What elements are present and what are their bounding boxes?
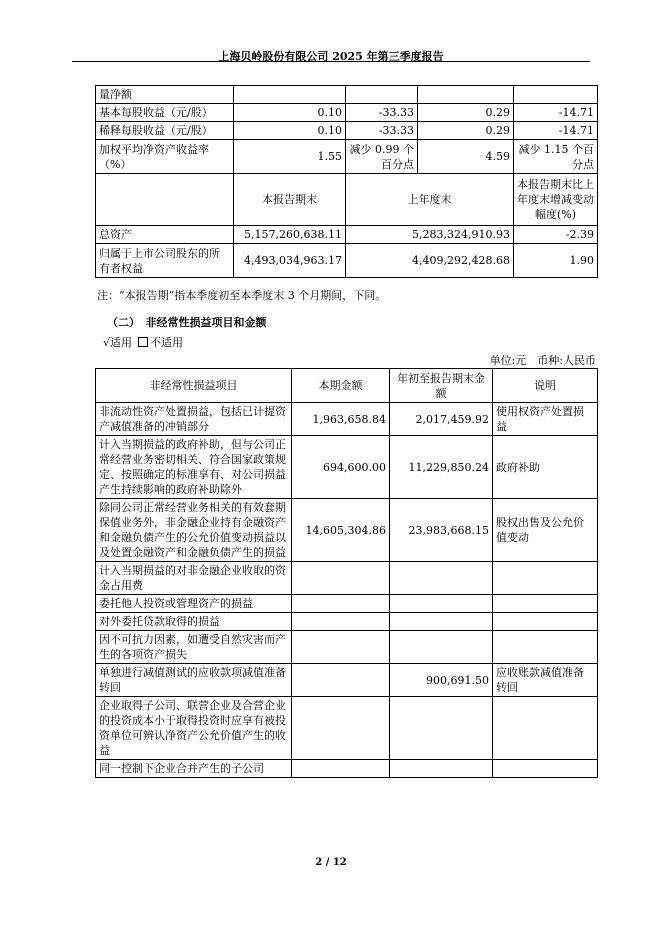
amount-cell — [390, 760, 493, 778]
description-cell — [493, 595, 598, 613]
description-cell: 股权出售及公允价值变动 — [493, 499, 598, 562]
table-cell: -2.39 — [514, 226, 598, 244]
amount-cell — [292, 562, 390, 595]
description-cell — [493, 697, 598, 760]
table-cell — [346, 86, 418, 104]
item-name-cell: 委托他人投资或管理资产的损益 — [96, 595, 292, 613]
checkbox-icon — [138, 337, 148, 347]
table-cell — [514, 86, 598, 104]
table-cell: -14.71 — [514, 104, 598, 122]
table-row — [96, 86, 598, 104]
table-row — [96, 562, 598, 595]
item-name-cell: 因不可抗力因素，如遭受自然灾害而产生的各项资产损失 — [96, 631, 292, 664]
table-row — [96, 244, 598, 278]
table-cell: 减少 1.15 个百分点 — [514, 140, 598, 174]
table-row — [96, 499, 598, 562]
table-cell: 4,493,034,963.17 — [234, 244, 346, 278]
column-header: 说明 — [493, 369, 598, 403]
applicable-option: √适用 — [103, 336, 133, 349]
description-cell — [493, 760, 598, 778]
table-cell — [234, 86, 346, 104]
item-name-cell: 对外委托贷款取得的损益 — [96, 613, 292, 631]
table-cell: 基本每股收益（元/股） — [96, 104, 234, 122]
unit-label: 单位:元 币种:人民币 — [489, 354, 596, 367]
table-row — [96, 760, 598, 778]
amount-cell — [292, 595, 390, 613]
column-header: 本报告期末比上年度末增减变动幅度(%) — [514, 174, 598, 226]
amount-cell: 14,605,304.86 — [292, 499, 390, 562]
column-header: 本期金额 — [292, 369, 390, 403]
amount-cell: 2,017,459.92 — [390, 403, 493, 436]
section-title: （二） 非经常性损益项目和金额 — [107, 316, 267, 329]
header-divider — [72, 61, 590, 62]
key-financial-data-table — [95, 85, 598, 278]
table-header-row — [96, 174, 598, 226]
table-row — [96, 403, 598, 436]
amount-cell: 11,229,850.24 — [390, 436, 493, 499]
table-cell: 量净额 — [96, 86, 234, 104]
table-row — [96, 226, 598, 244]
table-cell: 5,157,260,638.11 — [234, 226, 346, 244]
table-row — [96, 664, 598, 697]
amount-cell — [390, 613, 493, 631]
item-name-cell: 除同公司正常经营业务相关的有效套期保值业务外，非金融企业持有金融资产和金融负债产生的公允价值变动损益以及处置金融资产和金融负债产生的损益 — [96, 499, 292, 562]
table-row — [96, 631, 598, 664]
amount-cell — [292, 760, 390, 778]
amount-cell: 900,691.50 — [390, 664, 493, 697]
table-cell — [418, 86, 514, 104]
item-name-cell: 同一控制下企业合并产生的子公司 — [96, 760, 292, 778]
description-cell: 政府补助 — [493, 436, 598, 499]
column-header: 上年度末 — [346, 174, 514, 226]
table-row — [96, 595, 598, 613]
table-cell: 5,283,324,910.93 — [346, 226, 514, 244]
not-applicable-option: 不适用 — [150, 336, 184, 349]
amount-cell — [292, 664, 390, 697]
table-row — [96, 140, 598, 174]
amount-cell — [390, 562, 493, 595]
page-number: 2 / 12 — [315, 857, 347, 868]
table-cell: 减少 0.99 个百分点 — [346, 140, 418, 174]
amount-cell — [292, 631, 390, 664]
table-cell: -14.71 — [514, 122, 598, 140]
table-cell: 总资产 — [96, 226, 234, 244]
table-cell: 4.59 — [418, 140, 514, 174]
table-cell: 1.90 — [514, 244, 598, 278]
table-cell: 归属于上市公司股东的所有者权益 — [96, 244, 234, 278]
table-header-row — [96, 369, 598, 403]
table-cell: 1.55 — [234, 140, 346, 174]
table-cell: -33.33 — [346, 104, 418, 122]
amount-cell: 694,600.00 — [292, 436, 390, 499]
table-row — [96, 613, 598, 631]
item-name-cell: 非流动性资产处置损益，包括已计提资产减值准备的冲销部分 — [96, 403, 292, 436]
table-cell: 0.29 — [418, 122, 514, 140]
item-name-cell: 计入当期损益的对非金融企业收取的资金占用费 — [96, 562, 292, 595]
amount-cell — [292, 697, 390, 760]
table-cell: 4,409,292,428.68 — [346, 244, 514, 278]
description-cell — [493, 631, 598, 664]
report-header: 上海贝岭股份有限公司 2025 年第三季度报告 — [218, 50, 444, 63]
non-recurring-items-table — [95, 368, 598, 778]
table-row — [96, 104, 598, 122]
table-note: 注：“本报告期”指本季度初至本季度末 3 个月期间，下同。 — [97, 289, 387, 302]
description-cell: 使用权资产处置损益 — [493, 403, 598, 436]
amount-cell — [292, 613, 390, 631]
table-cell: 稀释每股收益（元/股） — [96, 122, 234, 140]
table-cell: -33.33 — [346, 122, 418, 140]
table-cell: 加权平均净资产收益率（%） — [96, 140, 234, 174]
column-header: 年初至报告期末金额 — [390, 369, 493, 403]
amount-cell: 1,963,658.84 — [292, 403, 390, 436]
table-row — [96, 436, 598, 499]
table-row — [96, 122, 598, 140]
amount-cell: 23,983,668.15 — [390, 499, 493, 562]
applicability-options — [103, 334, 183, 350]
item-name-cell: 单独进行减值测试的应收款项减值准备转回 — [96, 664, 292, 697]
item-name-cell: 企业取得子公司、联营企业及合营企业的投资成本小于取得投资时应享有被投资单位可辨认净资产公允价值产生的收益 — [96, 697, 292, 760]
table-cell: 0.10 — [234, 122, 346, 140]
table-cell: 0.29 — [418, 104, 514, 122]
amount-cell — [390, 631, 493, 664]
column-header: 本报告期末 — [234, 174, 346, 226]
description-cell — [493, 613, 598, 631]
item-name-cell: 计入当期损益的政府补助，但与公司正常经营业务密切相关、符合国家政策规定、按照确定的标准享有、对公司损益产生持续影响的政府补助除外 — [96, 436, 292, 499]
column-header: 非经常性损益项目 — [96, 369, 292, 403]
amount-cell — [390, 697, 493, 760]
description-cell: 应收账款减值准备转回 — [493, 664, 598, 697]
description-cell — [493, 562, 598, 595]
table-cell: 0.10 — [234, 104, 346, 122]
amount-cell — [390, 595, 493, 613]
table-row — [96, 697, 598, 760]
table-cell — [96, 174, 234, 226]
